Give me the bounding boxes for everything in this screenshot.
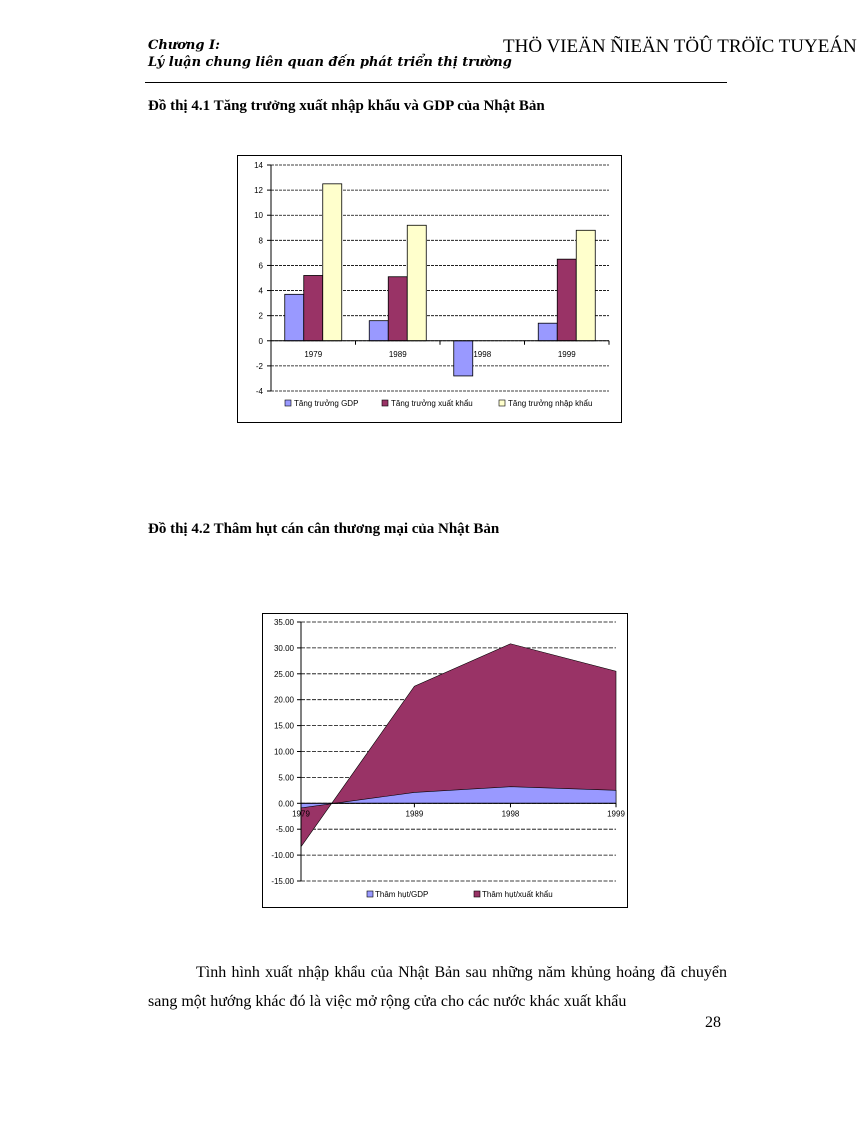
- chart1-ytick-label: -4: [255, 387, 263, 396]
- chart1-xtick-label: 1999: [557, 349, 576, 359]
- chart1-bar: [285, 294, 304, 340]
- chart1-bar: [454, 341, 473, 376]
- chart2-legend-label: Thâm hụt/GDP: [375, 890, 429, 899]
- chart1-xtick-label: 1979: [304, 349, 323, 359]
- chart1-bar: [388, 277, 407, 341]
- chart1-legend-swatch: [285, 400, 291, 406]
- chart2-xtick-label: 1979: [292, 809, 310, 819]
- chart-deficit-area: [262, 613, 628, 908]
- chart2-ytick-label: -15.00: [271, 877, 294, 886]
- chapter-header: [148, 37, 512, 71]
- chart2-ytick-label: 20.00: [273, 695, 294, 705]
- chart1-legend-swatch: [499, 400, 505, 406]
- chart1-bar: [407, 225, 426, 341]
- figure2-title: Đồ thị 4.2 Thâm hụt cán cân thương mại của Nhật Bản: [148, 521, 500, 537]
- chart1-bar: [304, 275, 323, 340]
- chart1-legend-swatch: [382, 400, 388, 406]
- chart2-xtick-label: 1998: [501, 809, 520, 819]
- chapter-subtitle: Lý luận chung liên quan đến phát triển thị trường: [148, 55, 512, 70]
- chart1-bar: [576, 230, 595, 340]
- chart1-ytick-label: 2: [258, 311, 263, 321]
- chart2-ytick-label: 0.00: [278, 799, 294, 809]
- chart2-ytick-label: -10.00: [271, 851, 294, 861]
- chart1-bar: [323, 184, 342, 341]
- chart1-bar: [369, 321, 388, 341]
- chart2-ytick-label: -5.00: [275, 825, 294, 835]
- chart2-ytick-label: 35.00: [273, 618, 294, 627]
- library-header: THÖ VIEÄN ÑIEÄN TÖÛ TRÖÏC TUYEÁN: [503, 36, 857, 57]
- chart2-ytick-label: 5.00: [278, 773, 294, 783]
- chart1-ytick-label: 8: [258, 236, 263, 246]
- chart1-legend-label: Tăng trưởng xuất khẩu: [391, 399, 473, 408]
- chart1-ytick-label: 4: [258, 286, 263, 296]
- chart1-ytick-label: 14: [254, 161, 263, 170]
- chart1-ytick-label: -2: [255, 361, 263, 371]
- chart1-ytick-label: 6: [258, 261, 263, 271]
- chart2-ytick-label: 10.00: [273, 747, 294, 757]
- chart1-xtick-label: 1998: [473, 349, 492, 359]
- page-number: 28: [705, 1014, 721, 1031]
- chart2-legend-swatch: [474, 891, 480, 897]
- chart1-xtick-label: 1989: [388, 349, 407, 359]
- chart1-ytick-label: 10: [254, 211, 263, 221]
- header-divider: [145, 82, 727, 83]
- chart2-xtick-label: 1999: [607, 809, 625, 819]
- chart2-xtick-label: 1989: [405, 809, 424, 819]
- figure1-title: Đồ thị 4.1 Tăng trưởng xuất nhập khẩu và GDP của Nhật Bản: [148, 98, 545, 114]
- chapter-label: Chương I:: [148, 38, 220, 53]
- chart1-bar: [557, 259, 576, 341]
- chart1-ytick-label: 0: [258, 336, 263, 346]
- chart1-legend-label: Tăng trưởng nhập khẩu: [508, 399, 593, 408]
- chart1-ytick-label: 12: [254, 186, 263, 196]
- chart2-legend-swatch: [367, 891, 373, 897]
- chart2-ytick-label: 15.00: [273, 721, 294, 731]
- chart1-bar: [538, 323, 557, 341]
- chart2-ytick-label: 30.00: [273, 643, 294, 653]
- chart-growth-bars: [237, 155, 622, 423]
- chart2-legend-label: Thâm hụt/xuất khẩu: [482, 890, 553, 899]
- chart2-ytick-label: 25.00: [273, 669, 294, 679]
- chart1-legend-label: Tăng trưởng GDP: [294, 399, 359, 408]
- body-paragraph: Tình hình xuất nhập khẩu của Nhật Bản sau những năm khủng hoảng đã chuyển sang một hướng khác đó là việc mở rộng cửa cho các nước khác xuất khẩu: [148, 964, 727, 1010]
